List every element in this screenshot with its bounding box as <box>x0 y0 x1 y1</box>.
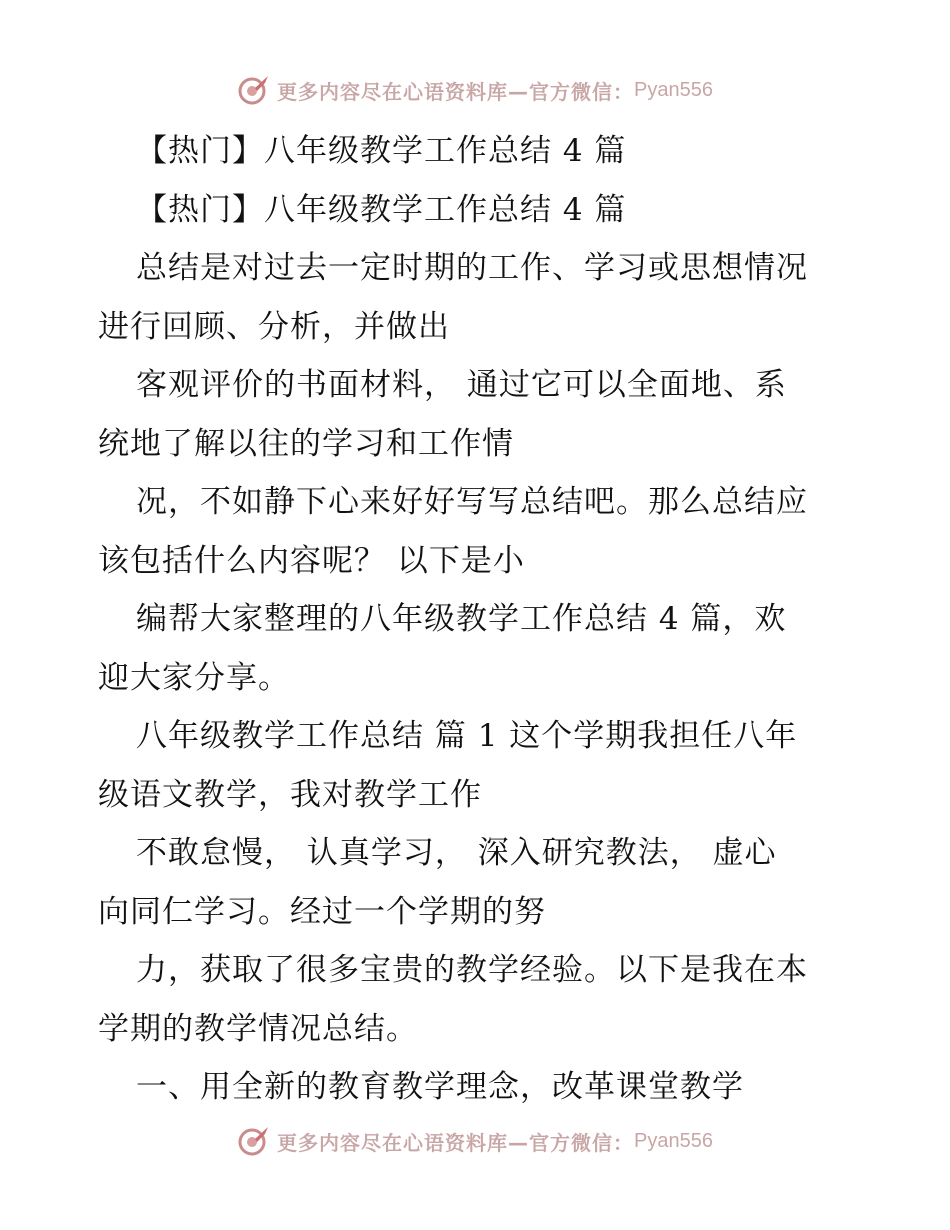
watermark-text: 更多内容尽在心语资料库—官方微信： <box>277 79 635 104</box>
paragraph-line: 迎大家分享。 <box>98 659 290 696</box>
paragraph-line: 八年级教学工作总结 篇 1 这个学期我担任八年 <box>136 718 798 754</box>
doc-title-repeat: 【热门】八年级教学工作总结 4 篇 <box>136 191 627 228</box>
paragraph-line: 向同仁学习。经过一个学期的努 <box>98 893 546 930</box>
paragraph-line: 况，不如静下心来好好写写总结吧。那么总结应 <box>136 484 808 520</box>
paragraph-line: 统地了解以往的学习和工作情 <box>98 425 514 462</box>
paragraph-line: 该包括什么内容呢？ 以下是小 <box>98 542 525 579</box>
paragraph-line: 总结是对过去一定时期的工作、学习或思想情况 <box>136 250 808 286</box>
paragraph-line: 不敢怠慢， 认真学习， 深入研究教法， 虚心 <box>136 835 777 871</box>
paragraph-line: 力，获取了很多宝贵的教学经验。以下是我在本 <box>136 952 808 988</box>
doc-title: 【热门】八年级教学工作总结 4 篇 <box>136 133 627 169</box>
watermark-wechat-id: Pyan556 <box>634 78 713 101</box>
paragraph-line: 级语文教学，我对教学工作 <box>98 776 482 813</box>
header-watermark <box>0 70 950 110</box>
watermark-wechat-id: Pyan556 <box>634 1129 713 1152</box>
document-body <box>98 122 868 1117</box>
quill-seal-icon <box>237 1124 271 1158</box>
quill-seal-icon <box>237 73 271 107</box>
footer-watermark <box>0 1121 950 1161</box>
watermark-text: 更多内容尽在心语资料库—官方微信： <box>277 1130 635 1155</box>
paragraph-line: 学期的教学情况总结。 <box>98 1010 418 1047</box>
paragraph-line: 编帮大家整理的八年级教学工作总结 4 篇，欢 <box>136 601 787 637</box>
section-heading: 一、用全新的教育教学理念，改革课堂教学 <box>136 1069 744 1105</box>
paragraph-line: 客观评价的书面材料， 通过它可以全面地、系 <box>136 367 787 403</box>
paragraph-line: 进行回顾、分析，并做出 <box>98 308 450 345</box>
